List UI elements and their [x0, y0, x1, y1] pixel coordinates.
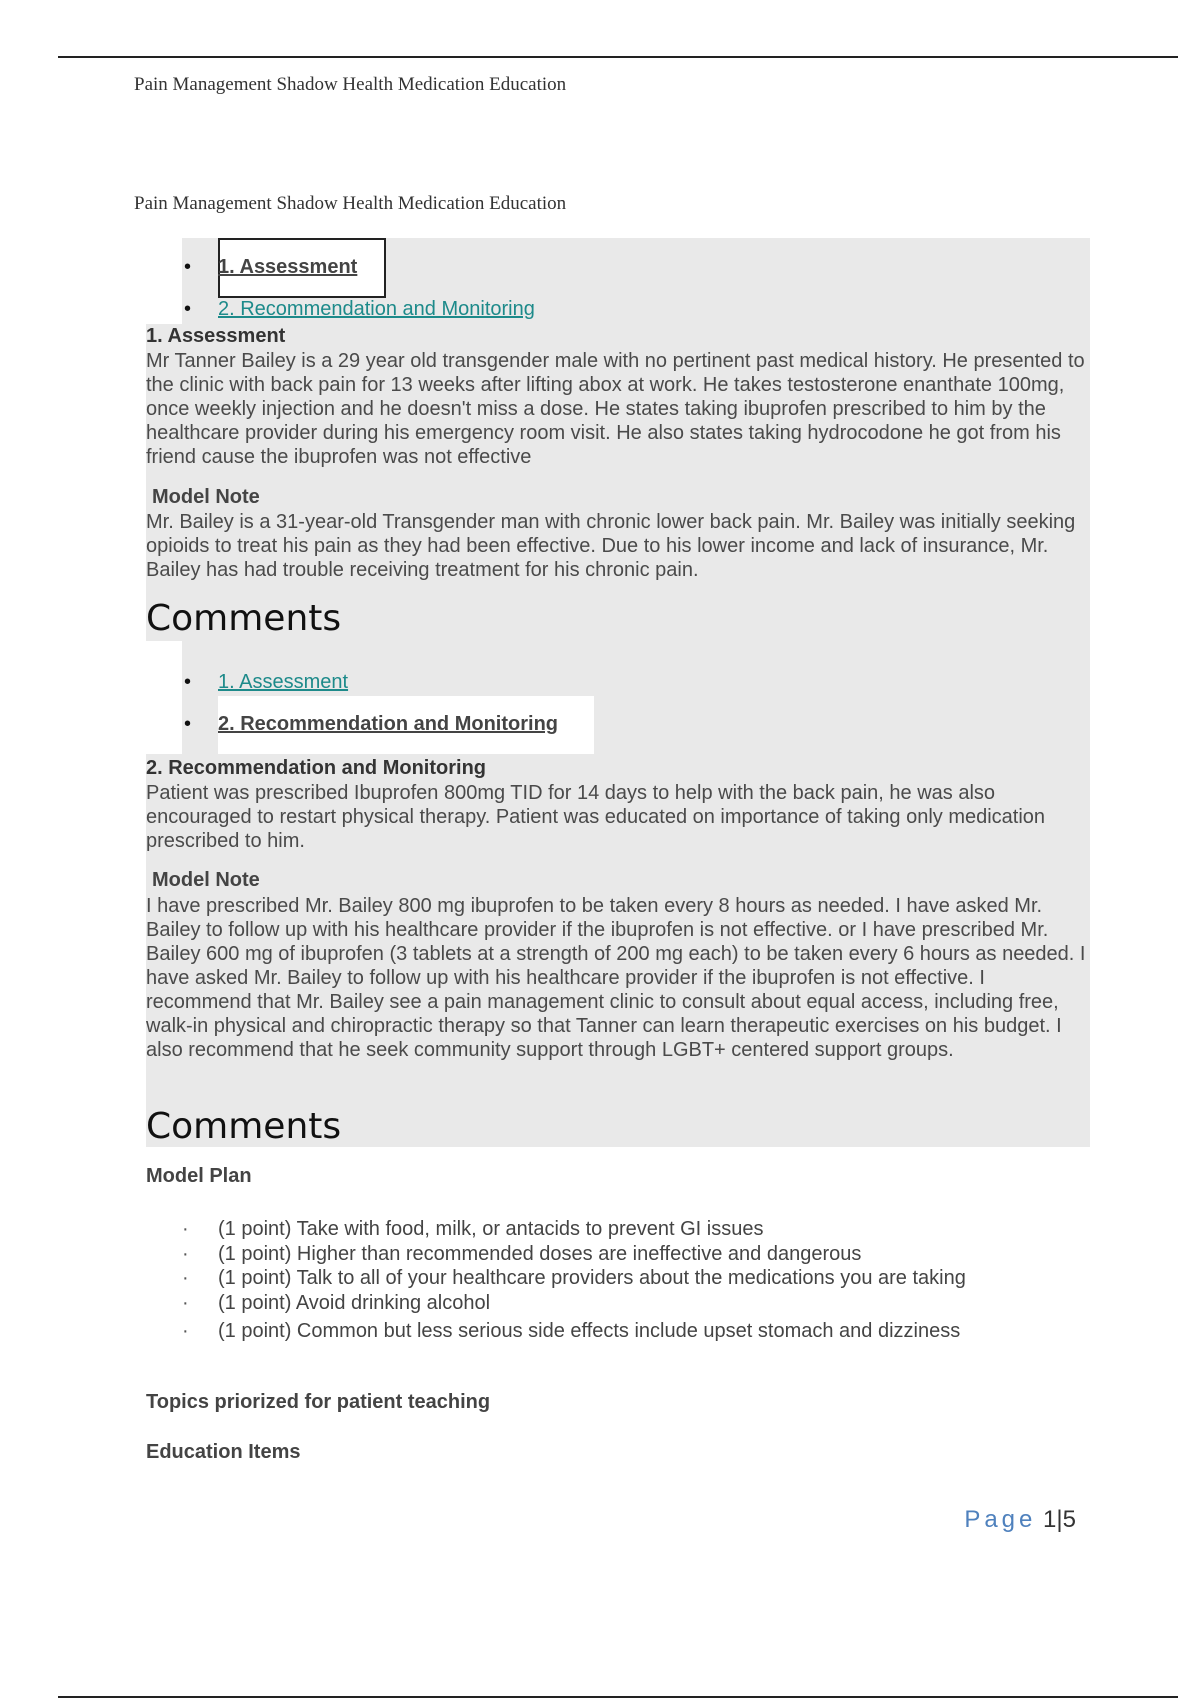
section-2-model-note: I have prescribed Mr. Bailey 800 mg ibuprofen to be taken every 8 hours as needed. I have asked Mr. Bailey to follow up with his healthcare provider if the ibuprofen is not effective. or I have prescribed Mr. Bailey 600 mg of ibuprofen (3 tablets at a strength of 200 mg each) to be taken every 6 hours as needed. I have asked Mr. Bailey to follow up with his healthcare provider if the ibuprofen is not effective. I recommend that Mr. Bailey see a pain management clinic to consult about equal access, including free, walk-in physical and chiropractic therapy so that Tanner can learn therapeutic exercises on his budget. I also recommend that he seek community support through LGBT+ centered support groups.	[146, 895, 1086, 1061]
model-plan-list	[182, 1217, 1082, 1344]
list-item: · (1 point) Avoid drinking alcohol	[182, 1291, 1082, 1316]
education-items-label: Education Items	[146, 1441, 301, 1463]
list-item: · (1 point) Common but less serious side effects include upset stomach and dizziness	[182, 1319, 1082, 1344]
tab-recommendation-label[interactable]: 2. Recommendation and Monitoring	[218, 713, 559, 735]
section-1-body: Mr Tanner Bailey is a 29 year old transgender male with no pertinent past medical history. He presented to the clinic with back pain for 13 weeks after lifting abox at work. He takes testosterone enanthate 100mg, once weekly injection and he doesn't miss a dose. He states taking ibuprofen prescribed to him by the healthcare provider during his emergency room visit. He also states taking hydrocodone he got from his friend cause the ibuprofen was not effective	[146, 350, 1085, 468]
list-item: · (1 point) Take with food, milk, or antacids to prevent GI issues	[182, 1217, 1082, 1242]
tab-assessment-link[interactable]: 1. Assessment	[218, 671, 349, 693]
tab-recommendation-link[interactable]: 2. Recommendation and Monitoring	[218, 298, 535, 320]
tab-list-1	[182, 246, 535, 330]
bottom-rule	[58, 1696, 1178, 1698]
list-item: · (1 point) Talk to all of your healthcare providers about the medications you are taking	[182, 1266, 1082, 1291]
section-1-comments-heading: Comments	[146, 598, 342, 639]
list-item: · (1 point) Higher than recommended doses are ineffective and dangerous	[182, 1242, 1082, 1267]
section-1-model-note: Mr. Bailey is a 31-year-old Transgender man with chronic lower back pain. Mr. Bailey was initially seeking opioids to treat his pain as they had been effective. Due to his lower income and lack of insurance, Mr. Bailey has had trouble receiving treatment for his chronic pain.	[146, 511, 1076, 581]
tab-assessment-label[interactable]: 1. Assessment	[218, 256, 358, 278]
page-separator: |	[1056, 1506, 1063, 1533]
page-word: Page	[964, 1506, 1037, 1533]
tab-recommendation[interactable]	[182, 703, 558, 745]
section-2-model-note-label: Model Note	[152, 869, 260, 891]
section-1-model-note-label: Model Note	[152, 486, 260, 508]
page-total: 5	[1062, 1506, 1076, 1533]
top-rule	[58, 56, 1178, 58]
tab-assessment[interactable]	[182, 246, 535, 288]
section-2-body: Patient was prescribed Ibuprofen 800mg TID for 14 days to help with the back pain, he was also encouraged to restart physical therapy. Patient was educated on importance of taking only medication prescribed to him.	[146, 782, 1046, 852]
section-2-comments-heading: Comments	[146, 1106, 342, 1147]
running-header: Pain Management Shadow Health Medication Education	[134, 74, 567, 95]
topics-label: Topics priorized for patient teaching	[146, 1391, 491, 1413]
section-2-heading: 2. Recommendation and Monitoring	[146, 757, 487, 779]
model-plan-label: Model Plan	[146, 1165, 252, 1187]
page-number	[964, 1506, 1076, 1534]
tab-recommendation[interactable]	[182, 288, 535, 330]
tab-list-2	[182, 661, 558, 745]
page-current: 1	[1043, 1506, 1057, 1533]
tab-assessment[interactable]	[182, 661, 558, 703]
document-title: Pain Management Shadow Health Medication Education	[134, 193, 567, 214]
section-1-heading: 1. Assessment	[146, 325, 286, 347]
